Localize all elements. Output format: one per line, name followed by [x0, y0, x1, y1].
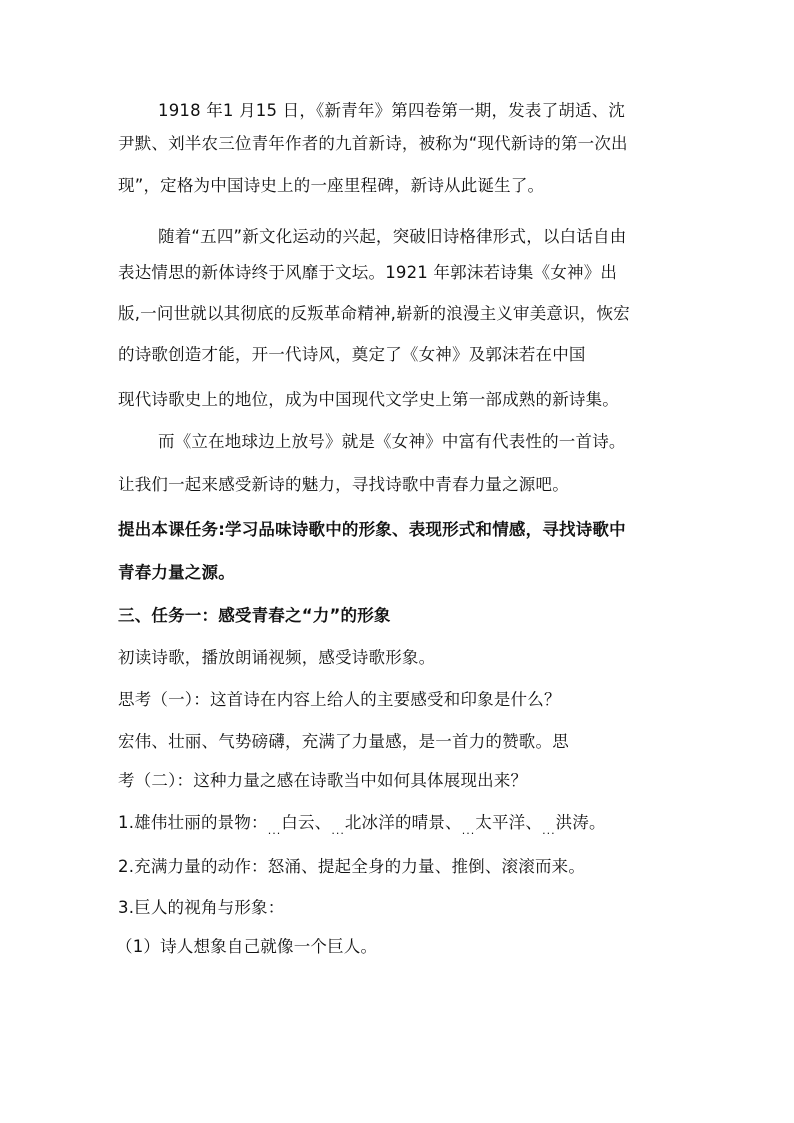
answer-line: 宏伟、壮丽、气势磅礴，充满了力量感，是一首力的赞歌。思: [118, 732, 569, 751]
scenery-item: 白云、: [281, 813, 332, 832]
scenery-item: 太平洋、: [475, 813, 543, 832]
paragraph-line: 而《立在地球边上放号》就是《女神》中富有代表性的一首诗。: [158, 432, 626, 451]
scenery-prefix: 1.雄伟壮丽的景物：: [118, 813, 268, 832]
ellipsis-marker: ...: [542, 824, 556, 837]
paragraph-line: 版,一问世就以其彻底的反叛革命精神,崭新的浪漫主义审美意识，恢宏: [118, 304, 630, 323]
question-line: 思考（一）：这首诗在内容上给人的主要感受和印象是什么？: [118, 690, 561, 709]
task-statement: 提出本课任务:学习品味诗歌中的形象、表现形式和情感，寻找诗歌中: [118, 520, 626, 539]
scenery-item: 北冰洋的晴景、: [344, 813, 462, 832]
paragraph-line: 的诗歌创造才能，开一代诗风，奠定了《女神》及郭沫若在中国: [118, 345, 586, 364]
ellipsis-marker: ...: [331, 824, 345, 837]
question-line: 考（二）：这种力量之感在诗歌当中如何具体展现出来？: [118, 771, 528, 790]
paragraph-line: 现代诗歌史上的地位，成为中国现代文学史上第一部成熟的新诗集。: [118, 390, 619, 409]
list-item: 2.充满力量的动作：怒涌、提起全身的力量、推倒、滚滚而来。: [118, 857, 586, 876]
paragraph-line: 表达情思的新体诗终于风靡于文坛。1921 年郭沫若诗集《女神》出: [118, 263, 618, 282]
scenery-item: 洪涛。: [555, 813, 606, 832]
paragraph-line: 初读诗歌，播放朗诵视频，感受诗歌形象。: [118, 648, 436, 667]
task-statement: 青春力量之源。: [118, 563, 235, 582]
ellipsis-marker: ...: [461, 824, 476, 837]
paragraph-line: 尹默、刘半农三位青年作者的九首新诗，被称为“现代新诗的第一次出: [118, 134, 628, 153]
paragraph-line: 让我们一起来感受新诗的魅力，寻找诗歌中青春力量之源吧。: [118, 475, 569, 494]
paragraph-line: 1918 年1 月15 日，《新青年》第四卷第一期，发表了胡适、沈: [158, 101, 626, 120]
ellipsis-marker: ...: [267, 824, 282, 837]
paragraph-line: 现”，定格为中国诗史上的一座里程碑，新诗从此诞生了。: [118, 176, 545, 195]
list-item: （1）诗人想象自己就像一个巨人。: [116, 937, 378, 956]
scenery-list-line: [118, 812, 606, 836]
section-heading: 三、任务一：感受青春之“力”的形象: [118, 606, 391, 625]
paragraph-line: 随着“五四”新文化运动的兴起，突破旧诗格律形式，以白话自由: [158, 227, 627, 246]
list-item: 3.巨人的视角与形象：: [118, 898, 285, 917]
